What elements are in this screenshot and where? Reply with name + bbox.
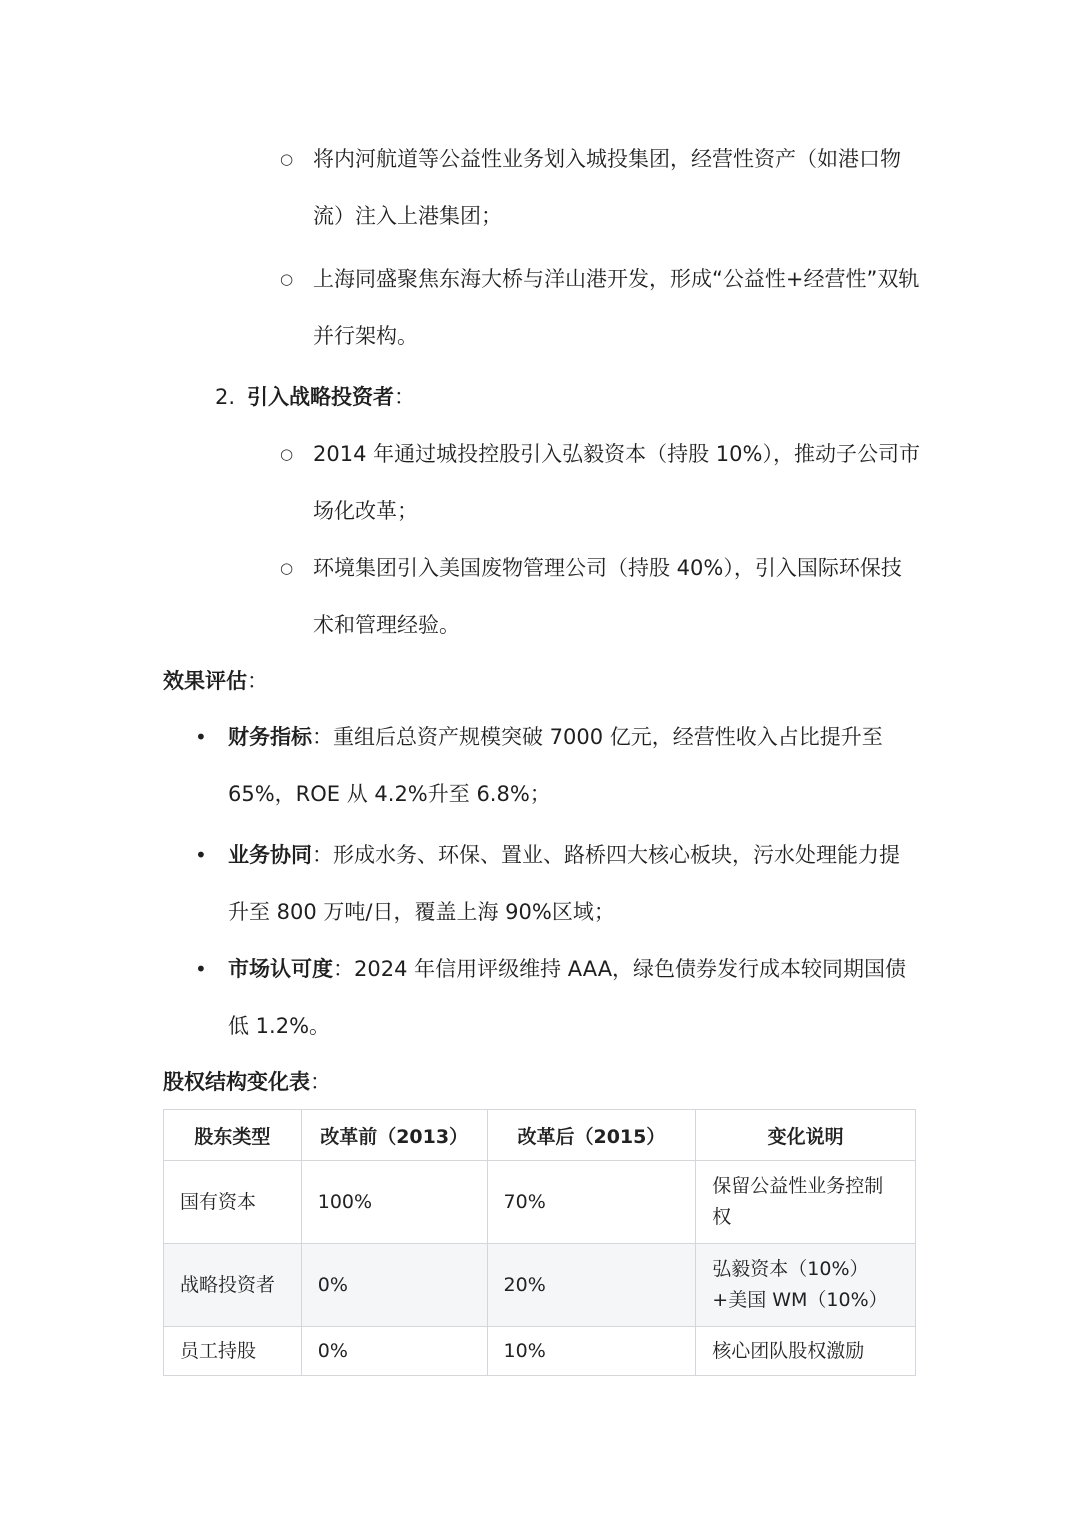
colon: ：: [312, 725, 333, 749]
table-cell: 国有资本: [164, 1161, 302, 1244]
bullet-list-item: [195, 941, 915, 1055]
table-cell: 保留公益性业务控制权: [696, 1161, 916, 1244]
colon: ：: [312, 843, 333, 867]
table-cell: 核心团队股权激励: [696, 1327, 916, 1376]
bullet-list-item-text: [228, 827, 915, 941]
table-row: [164, 1327, 916, 1376]
table-header-row: [164, 1110, 916, 1161]
table-cell: 员工持股: [164, 1327, 302, 1376]
colon: ：: [310, 1070, 331, 1094]
column-header: 变化说明: [696, 1110, 916, 1161]
table-cell: 70%: [487, 1161, 696, 1244]
circle-bullet-icon: ○: [280, 150, 294, 168]
sub-list-item-text: 环境集团引入美国废物管理公司（持股 40%），引入国际环保技术和管理经验。: [313, 556, 902, 637]
bullet-body: 重组后总资产规模突破 7000 亿元，经营性收入占比提升至 65%，ROE 从 4.2%升至 6.8%；: [228, 725, 883, 806]
table-cell: 20%: [487, 1244, 696, 1327]
list-number: 2.: [215, 385, 236, 409]
bullet-body: 2024 年信用评级维持 AAA，绿色债券发行成本较同期国债低 1.2%。: [228, 957, 907, 1038]
column-header: 股东类型: [164, 1110, 302, 1161]
circle-bullet-icon: ○: [280, 270, 294, 288]
table-row: [164, 1161, 916, 1244]
circle-bullet-icon: ○: [280, 445, 294, 463]
bullet-body: 形成水务、环保、置业、路桥四大核心板块，污水处理能力提升至 800 万吨/日，覆盖上海 90%区域；: [228, 843, 900, 924]
equity-structure-table: [163, 1109, 916, 1376]
filled-dot-icon: •: [195, 843, 207, 867]
sub-list-item-text: 将内河航道等公益性业务划入城投集团，经营性资产（如港口物流）注入上港集团；: [313, 147, 901, 228]
filled-dot-icon: •: [195, 957, 207, 981]
filled-dot-icon: •: [195, 725, 207, 749]
bullet-label: 业务协同: [228, 843, 312, 867]
bullet-list-item: [195, 709, 915, 823]
column-header: 改革后（2015）: [487, 1110, 696, 1161]
circle-bullet-icon: ○: [280, 559, 294, 577]
bullet-list-item: [195, 827, 915, 941]
sub-list-item: [280, 540, 920, 654]
sub-list-item-text: 2014 年通过城投控股引入弘毅资本（持股 10%），推动子公司市场化改革；: [313, 442, 920, 523]
sub-list-item: [280, 426, 920, 540]
column-header: 改革前（2013）: [301, 1110, 487, 1161]
table-cell: 弘毅资本（10%）+美国 WM（10%）: [696, 1244, 916, 1327]
bullet-label: 市场认可度: [228, 957, 333, 981]
table-cell: 战略投资者: [164, 1244, 302, 1327]
table-cell: 0%: [301, 1244, 487, 1327]
section-heading-text: 股权结构变化表: [163, 1070, 310, 1094]
sub-list-item-text: 上海同盛聚焦东海大桥与洋山港开发，形成“公益性+经营性”双轨并行架构。: [313, 267, 920, 348]
sub-list-item: [280, 251, 920, 365]
bullet-list-item-text: [228, 709, 915, 823]
section-heading-text: 效果评估: [163, 669, 247, 693]
table-row: [164, 1244, 916, 1327]
list-item-heading: 引入战略投资者: [247, 385, 394, 409]
bullet-list-item-text: [228, 941, 915, 1055]
table-cell: 100%: [301, 1161, 487, 1244]
colon: ：: [394, 385, 415, 409]
numbered-list-item: [215, 369, 915, 426]
bullet-label: 财务指标: [228, 725, 312, 749]
table-cell: 0%: [301, 1327, 487, 1376]
section-heading-evaluation: [163, 666, 268, 696]
section-heading-equity-table: [163, 1067, 331, 1097]
colon: ：: [333, 957, 354, 981]
colon: ：: [247, 669, 268, 693]
table-cell: 10%: [487, 1327, 696, 1376]
sub-list-item: [280, 131, 920, 245]
